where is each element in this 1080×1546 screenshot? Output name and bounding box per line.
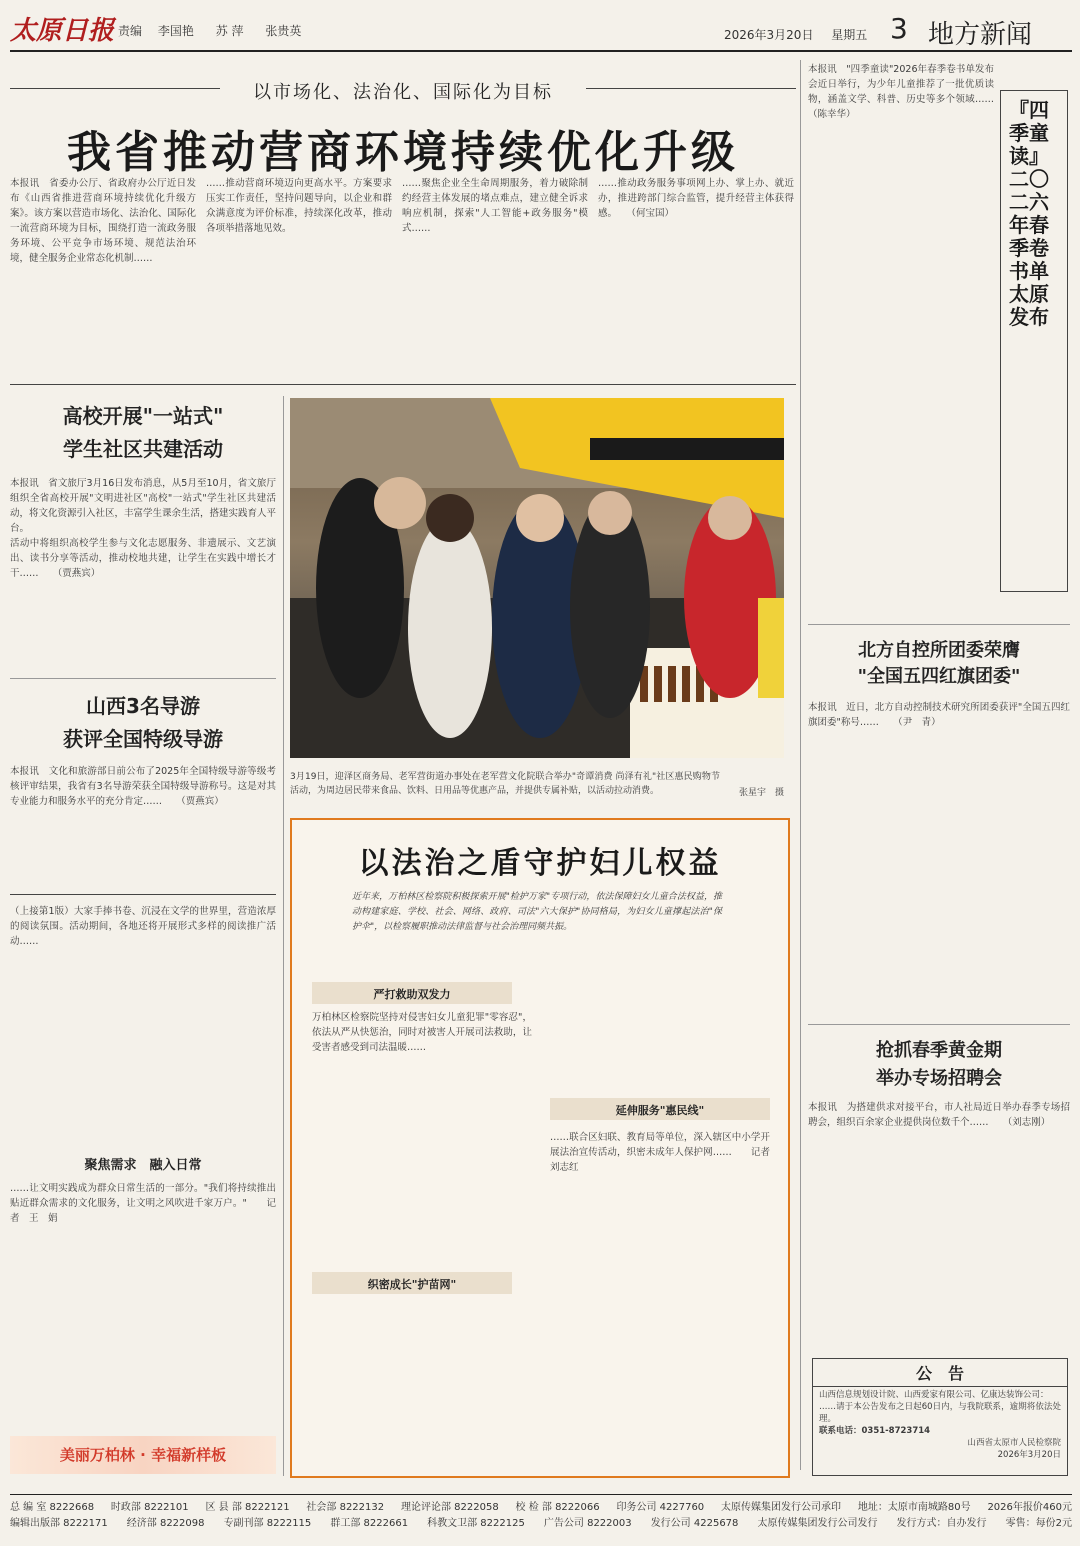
guides-title-2: 获评全国特级导游 xyxy=(63,727,223,751)
jobs-title-1: 抢抓春季黄金期 xyxy=(876,1040,1002,1061)
feature-subhead-3 xyxy=(550,1098,770,1120)
lead-title: 我省推动营商环境持续优化升级 xyxy=(67,127,739,178)
editors-label: 责编 xyxy=(118,24,143,38)
footer-contact: 广告公司 8222003 xyxy=(543,1518,632,1529)
photo-caption: 3月19日，迎泽区商务局、老军营街道办事处在老军营文化院联合举办"奇谭消费 尚泽有礼"社区惠民购物节活动，为周边居民带来食品、饮料、日用品等优惠产品，并提供专属补贴，以活动拉动消费。 xyxy=(290,772,720,796)
footer-contact: 发行公司 4225678 xyxy=(650,1518,739,1529)
lead-col-2: ……推动营商环境迈向更高水平。方案要求压实工作责任，坚持问题导向，以企业和群众满意度为评价标准，持续深化改革，推动各项举措落地见效。 xyxy=(206,178,392,234)
campus-title-2: 学生社区共建活动 xyxy=(63,437,223,461)
campus-story xyxy=(10,396,276,672)
feature-title: 以法治之盾守护妇儿权益 xyxy=(358,846,722,881)
campus-body: 本报讯 省文旅厅3月16日发布消息，从5月至10月，省文旅厅组织全省高校开展"文明进社区"高校"一站式"学生社区共建活动，将文化资源引入社区，丰富学生课余生活，搭建实践育人平台。 活动中将组织高校学生参与文化志愿服务、非遗展示、文艺演出、读书分享等活动，推动校地共建，让学生在实践中增长才干…… （贾燕宾） xyxy=(10,478,277,579)
page-number: 3 xyxy=(890,12,908,45)
continued-subhead: 聚焦需求 融入日常 xyxy=(84,1158,202,1173)
masthead xyxy=(0,0,1080,52)
footer-contact: 理论评论部 8222058 xyxy=(400,1502,499,1513)
footer-contact: 零售：每份2元 xyxy=(1005,1518,1072,1529)
lead-col-3: ……聚焦企业全生命周期服务，着力破除制约经营主体发展的堵点难点，建立健全诉求响应机制，探索"人工智能+政务服务"模式…… xyxy=(402,178,588,234)
newspaper-logo: 太原日报 xyxy=(10,16,115,46)
guides-story xyxy=(10,686,276,862)
masthead-rule xyxy=(10,50,1072,52)
feature-subhead-1 xyxy=(312,982,512,1004)
guides-title-1: 山西3名导游 xyxy=(86,694,200,718)
notice-date: 2026年3月20日 xyxy=(997,1450,1061,1460)
campus-title-1: 高校开展"一站式" xyxy=(62,404,224,428)
news-photo xyxy=(290,398,784,758)
seasonal-body: 本报讯 "四季童读"2026年春季卷书单发布会近日举行，为少年儿童推荐了一批优质读物，涵盖文学、科普、历史等多个领域…… （陈幸华） xyxy=(808,64,1014,120)
feature-subhead-3-text: 延伸服务"惠民线" xyxy=(615,1104,705,1117)
lead-kicker xyxy=(10,78,796,104)
footer xyxy=(10,1500,1072,1540)
lead-col-1: 本报讯 省委办公厅、省政府办公厅近日发布《山西省推进营商环境持续优化升级方案》。该方案以营造市场化、法治化、国际化一流营商环境为目标，围绕打造一流政务服务环境、公平竞争市场环境、规范法治环境，健全服务企业常态化机制…… xyxy=(10,178,196,264)
footer-contact: 总 编 室 8222668 xyxy=(10,1502,95,1513)
seasonal-title-box xyxy=(1000,90,1068,592)
feature-col-1a: 万柏林区检察院坚持对侵害妇女儿童犯罪"零容忍"，依法从严从快惩治，同时对被害人开展司法救助，让受害者感受到司法温暖…… xyxy=(312,1012,532,1053)
footer-contact: 太原传媒集团发行公司发行 xyxy=(757,1518,878,1529)
footer-contact: 群工部 8222661 xyxy=(330,1518,409,1529)
footer-row-2 xyxy=(10,1516,1072,1532)
editor-2: 苏 萍 xyxy=(215,24,244,38)
footer-contact: 专副刊部 8222115 xyxy=(223,1518,312,1529)
footer-row-1 xyxy=(10,1500,1072,1516)
campaign-slogan: 美丽万柏林 · 幸福新样板 xyxy=(59,1446,227,1464)
feature-box xyxy=(290,818,790,1478)
lead-kicker-text: 以市场化、法治化、国际化为目标 xyxy=(253,82,553,103)
footer-contact: 印务公司 4227760 xyxy=(616,1502,705,1513)
notice-title: 公 告 xyxy=(813,1361,1067,1387)
section-name: 地方新闻 xyxy=(928,20,1033,50)
photo-credit: 张星宇 摄 xyxy=(738,788,784,798)
footer-contact: 太原传媒集团发行公司承印 xyxy=(721,1502,842,1513)
notice-box xyxy=(812,1358,1068,1476)
guides-body: 本报讯 文化和旅游部日前公布了2025年全国特级导游等级考核评审结果，我省有3名导游荣获全国特级导游称号。这是对其专业能力和服务水平的充分肯定…… （贾燕宾） xyxy=(10,766,276,807)
footer-contact: 经济部 8222098 xyxy=(126,1518,205,1529)
footer-contact: 区 县 部 8222121 xyxy=(205,1502,290,1513)
jobs-title-2: 举办专场招聘会 xyxy=(876,1068,1002,1089)
footer-contact: 科教文卫部 8222125 xyxy=(427,1518,525,1529)
youth-title-1: 北方自控所团委荣膺 xyxy=(858,640,1020,661)
footer-contact: 编辑出版部 8222171 xyxy=(10,1518,108,1529)
feature-intro: 近年来，万柏林区检察院积极探索开展"检护万家"专项行动，依法保障妇女儿童合法权益，推动构建家庭、学校、社会、网络、政府、司法"六大保护"协同格局，为妇女儿童撑起法治"保护伞"，以检察履职推动法律监督与社会治理同频共振。 xyxy=(352,892,722,932)
seasonal-title: 『四季童读』二〇二六年春季卷书单太原发布 xyxy=(1009,98,1049,329)
lead-story xyxy=(10,70,796,380)
youth-title-2: "全国五四红旗团委" xyxy=(857,666,1021,687)
footer-rule xyxy=(10,1494,1072,1495)
issue-weekday: 星期五 xyxy=(831,28,868,42)
editor-1: 李国艳 xyxy=(157,24,194,38)
footer-contact: 地址：太原市南城路80号 xyxy=(857,1502,971,1513)
jobs-body: 本报讯 为搭建供求对接平台，市人社局近日举办春季专场招聘会，组织百余家企业提供岗位数千个…… （刘志刚） xyxy=(808,1102,1070,1128)
continued-body: （上接第1版）大家手捧书卷、沉浸在文学的世界里，营造浓厚的阅读氛围。活动期间，各地还将开展形式多样的阅读推广活动…… xyxy=(10,906,276,947)
issue-date: 2026年3月20日 xyxy=(724,28,814,42)
continued-body-2: ……让文明实践成为群众日常生活的一部分。"我们将持续推出贴近群众需求的文化服务，让文明之风吹进千家万户。" 记者 王 娟 xyxy=(10,1183,276,1224)
footer-contact: 校 检 部 8222066 xyxy=(515,1502,600,1513)
notice-org: 山西省太原市人民检察院 xyxy=(967,1438,1061,1448)
feature-subhead-2-text: 织密成长"护苗网" xyxy=(367,1278,457,1291)
youth-body: 本报讯 近日，北方自动控制技术研究所团委获评"全国五四红旗团委"称号…… （尹 青） xyxy=(808,702,1070,728)
feature-col-2a: ……联合区妇联、教育局等单位，深入辖区中小学开展法治宣传活动，织密未成年人保护网…… 记者 刘志红 xyxy=(550,1132,780,1173)
editor-3: 张贵英 xyxy=(265,24,302,38)
footer-contact: 时政部 8222101 xyxy=(110,1502,189,1513)
notice-phone: 联系电话：0351-8723714 xyxy=(819,1426,931,1436)
campaign-banner xyxy=(10,1436,276,1474)
footer-contact: 社会部 8222132 xyxy=(306,1502,385,1513)
notice-body: ……请于本公告发布之日起60日内，与我院联系，逾期将依法处理。 xyxy=(819,1402,1061,1424)
feature-subhead-2 xyxy=(312,1272,512,1294)
lead-col-4: ……推动政务服务事项网上办、掌上办、就近办，推进跨部门综合监管，提升经营主体获得感。 （何宝国） xyxy=(598,178,794,219)
footer-contact: 2026年报价460元 xyxy=(987,1502,1072,1513)
shopping-festival-photo xyxy=(290,398,784,758)
continued-story xyxy=(10,904,276,1424)
notice-lead: 山西信息规划设计院、山西爱家有限公司、亿康达装饰公司： xyxy=(819,1390,1049,1400)
feature-subhead-1-text: 严打救助双发力 xyxy=(373,988,451,1001)
footer-contact: 发行方式：自办发行 xyxy=(896,1518,987,1529)
